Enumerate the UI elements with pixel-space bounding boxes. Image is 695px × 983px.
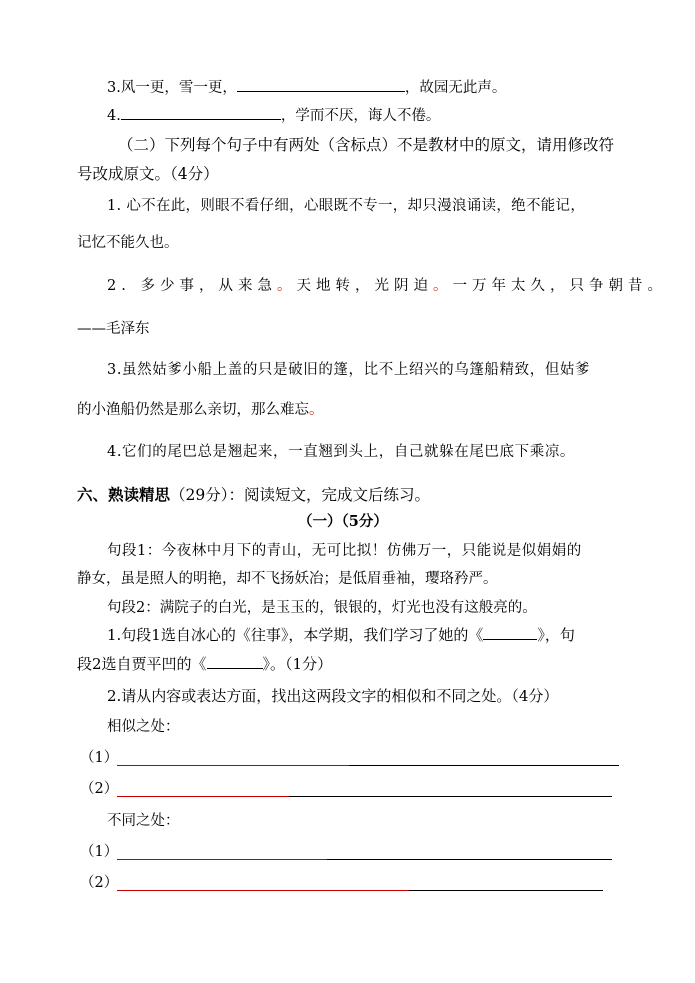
question1-text-b: 》，句 [537, 626, 575, 644]
different-label: 不同之处： [107, 813, 180, 829]
section2-heading-line1: （二）下列每个句子中有两处（含标点）不是教材中的原文，请用修改符 [118, 136, 615, 154]
red-line-segment [117, 859, 327, 860]
section6-heading [77, 485, 430, 505]
question1-line1 [107, 625, 575, 645]
different-answer-line-1[interactable] [117, 859, 612, 860]
question1-line2 [77, 654, 332, 674]
passage1-line1: 句段1：今夜林中月下的青山，无可比拟！仿佛万一，只能说是似娟娟的 [107, 543, 582, 559]
fill-blank-item-3 [107, 77, 506, 98]
sentence4-line: 4.它们的尾巴总是翘起来，一直翘到头上，自己就躲在尾巴底下乘凉。 [107, 444, 576, 460]
question1-text-d: 》。（1分） [262, 655, 333, 673]
part1-title: （一）（5分） [298, 513, 388, 530]
sentence2-punct-1: 。 [276, 278, 297, 294]
red-line-segment [117, 890, 409, 891]
sentence2-line [107, 276, 667, 296]
sentence3-text: 的小渔船仍然是那么亲切，那么难忘 [77, 402, 309, 418]
question1-text-a: 1.句段1选自冰心的《往事》，本学期，我们学习了她的《 [107, 626, 484, 644]
sentence1-line2: 记忆不能久也。 [77, 235, 179, 251]
similar-answer-line-1[interactable] [117, 765, 619, 766]
sentence2-main: 2. 多少事，从来急 [107, 278, 277, 294]
sentence3-line1: 3.虽然姑爹小船上盖的只是破旧的篷，比不上绍兴的乌篷船精致，但姑爹 [107, 362, 591, 378]
section6-heading-prefix: 六、熟读精思 [77, 485, 171, 504]
passage1-line2: 静女，虽是照人的明艳，却不飞扬妖冶；是低眉垂袖，璎珞矜严。 [77, 571, 498, 587]
sentence2-author: ——毛泽东 [77, 321, 150, 337]
item4-suffix: ，学而不厌，诲人不倦。 [280, 108, 441, 124]
sentence3-punct: 。 [309, 402, 324, 418]
answer-blank[interactable] [207, 654, 263, 669]
similar-answer-line-2[interactable] [117, 796, 612, 797]
section6-heading-rest: （29分）：阅读短文，完成文后练习。 [170, 486, 430, 504]
red-line-segment [117, 765, 349, 766]
item4-prefix: 4. [107, 108, 121, 124]
different-answer-line-2[interactable] [117, 890, 603, 891]
similar-item-1-number: （1） [80, 750, 119, 766]
question2-line: 2.请从内容或表达方面，找出这两段文字的相似和不同之处。（4分） [107, 687, 559, 705]
item3-prefix: 3.风一更，雪一更， [107, 80, 237, 96]
sentence1-line1: 1. 心不在此，则眼不看仔细，心眼既不专一，却只漫浪诵读，绝不能记， [107, 198, 586, 214]
sentence2-end: 一万年太久，只争朝昔。 [452, 278, 667, 294]
different-item-1-number: （1） [80, 844, 119, 860]
similar-item-2-number: （2） [80, 781, 119, 797]
red-line-segment [117, 796, 289, 797]
item3-suffix: ，故园无此声。 [404, 80, 507, 96]
answer-blank[interactable] [483, 625, 537, 640]
sentence2-punct-2: 。 [432, 278, 453, 294]
similar-label: 相似之处： [107, 719, 180, 735]
different-item-2-number: （2） [80, 875, 119, 891]
question1-text-c: 段2选自贾平凹的《 [77, 655, 207, 673]
passage2-line: 句段2：满院子的白光，是玉玉的，银银的，灯光也没有这般亮的。 [107, 600, 537, 616]
answer-blank[interactable] [237, 77, 405, 92]
fill-blank-item-4 [107, 105, 440, 126]
sentence3-line2 [77, 400, 324, 420]
section2-heading-line2: 号改成原文。（4分） [77, 165, 219, 183]
sentence2-mid: 天地转，光阴迫 [296, 278, 433, 294]
answer-blank[interactable] [121, 105, 281, 120]
